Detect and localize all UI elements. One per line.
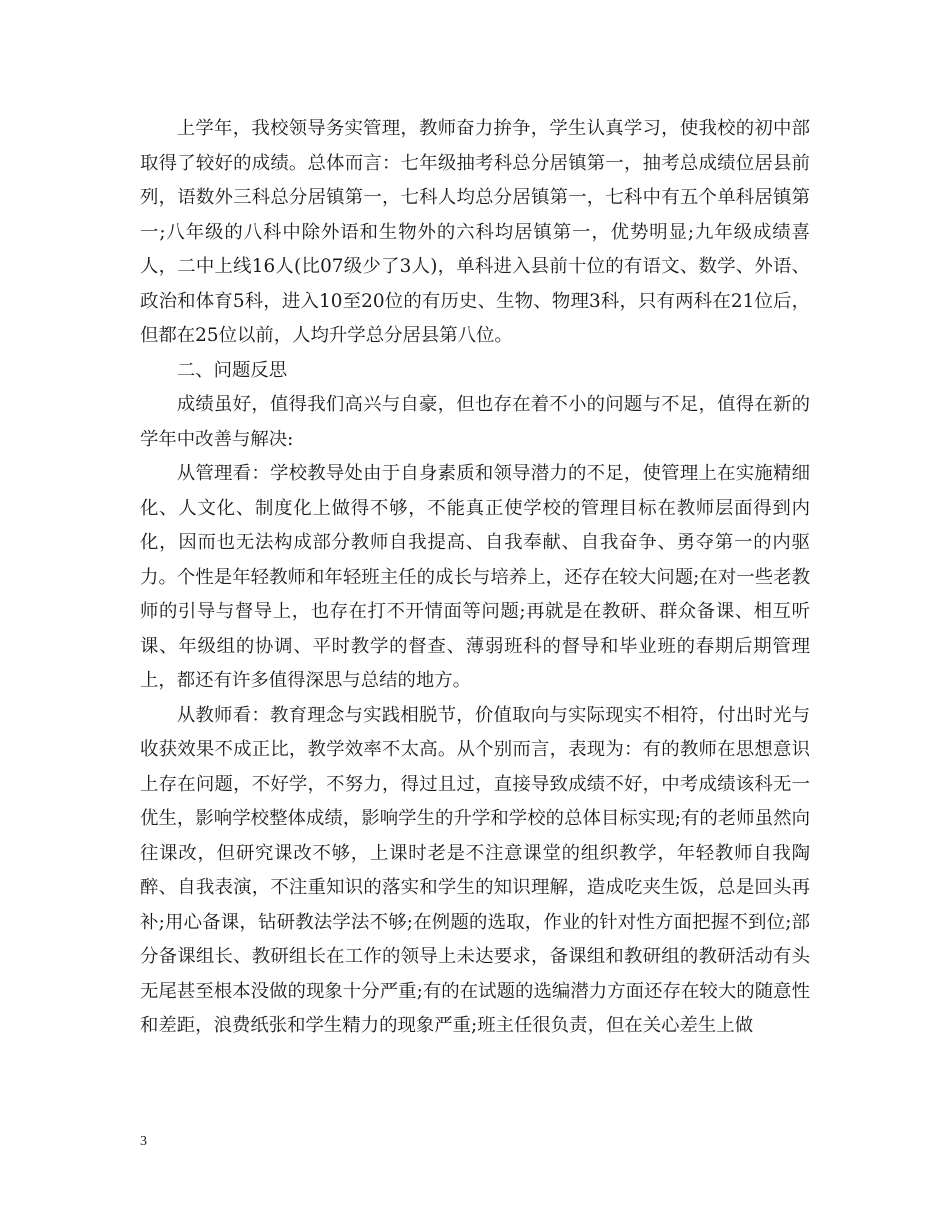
section-heading-problem-reflection: 二、问题反思 xyxy=(176,359,288,381)
paragraph-intro-problems: 成绩虽好，值得我们高兴与自豪，但也存在着不小的问题与不足，值得在新的学年中改善与解决: xyxy=(140,394,810,450)
paragraph-management: 从管理看：学校教导处由于自身素质和领导潜力的不足，使管理上在实施精细化、人文化、制度化上做得不够，不能真正使学校的管理目标在教师层面得到内化，因而也无法构成部分教师自我提高、自我奉献、自我奋争、勇夺第一的内驱力。个性是年轻教师和年轻班主任的成长与培养上，还存在较大问题;在对一些老教师的引导与督导上，也存在打不开情面等问题;再就是在教研、群众备课、相互听课、年级组的协调、平时教学的督查、薄弱班科的督导和毕业班的春期后期管理上，都还有许多值得深思与总结的地方。 xyxy=(140,463,810,691)
page-number: 3 xyxy=(140,1134,147,1149)
paragraph-teachers: 从教师看：教育理念与实践相脱节，价值取向与实际现实不相符，付出时光与收获效果不成正比，教学效率不太高。从个别而言，表现为：有的教师在思想意识上存在问题，不好学，不努力，得过且过，直接导致成绩不好，中考成绩该科无一优生，影响学校整体成绩，影响学生的升学和学校的总体目标实现;有的老师虽然向往课改，但研究课改不够，上课时老是不注意课堂的组织教学，年轻教师自我陶醉、自我表演，不注重知识的落实和学生的知识理解，造成吃夹生饭，总是回头再补;用心备课，钻研教法学法不够;在例题的选取，作业的针对性方面把握不到位;部分备课组长、教研组长在工作的领导上未达要求，备课组和教研组的教研活动有头无尾甚至根本没做的现象十分严重;有的在试题的选编潜力方面还存在较大的随意性和差距，浪费纸张和学生精力的现象严重;班主任很负责，但在关心差生上做 xyxy=(140,704,810,1036)
paragraph-achievements: 上学年，我校领导务实管理，教师奋力拚争，学生认真学习，使我校的初中部取得了较好的成绩。总体而言：七年级抽考科总分居镇第一，抽考总成绩位居县前列，语数外三科总分居镇第一，七科人均总分居镇第一，七科中有五个单科居镇第一;八年级的八科中除外语和生物外的六科均居镇第一，优势明显;九年级成绩喜人，二中上线16人(比07级少了3人)，单科进入县前十位的有语文、数学、外语、政治和体育5科，进入10至20位的有历史、生物、物理3科，只有两科在21位后，但都在25位以前，人均升学总分居县第八位。 xyxy=(140,118,810,346)
document-body xyxy=(140,112,810,1044)
